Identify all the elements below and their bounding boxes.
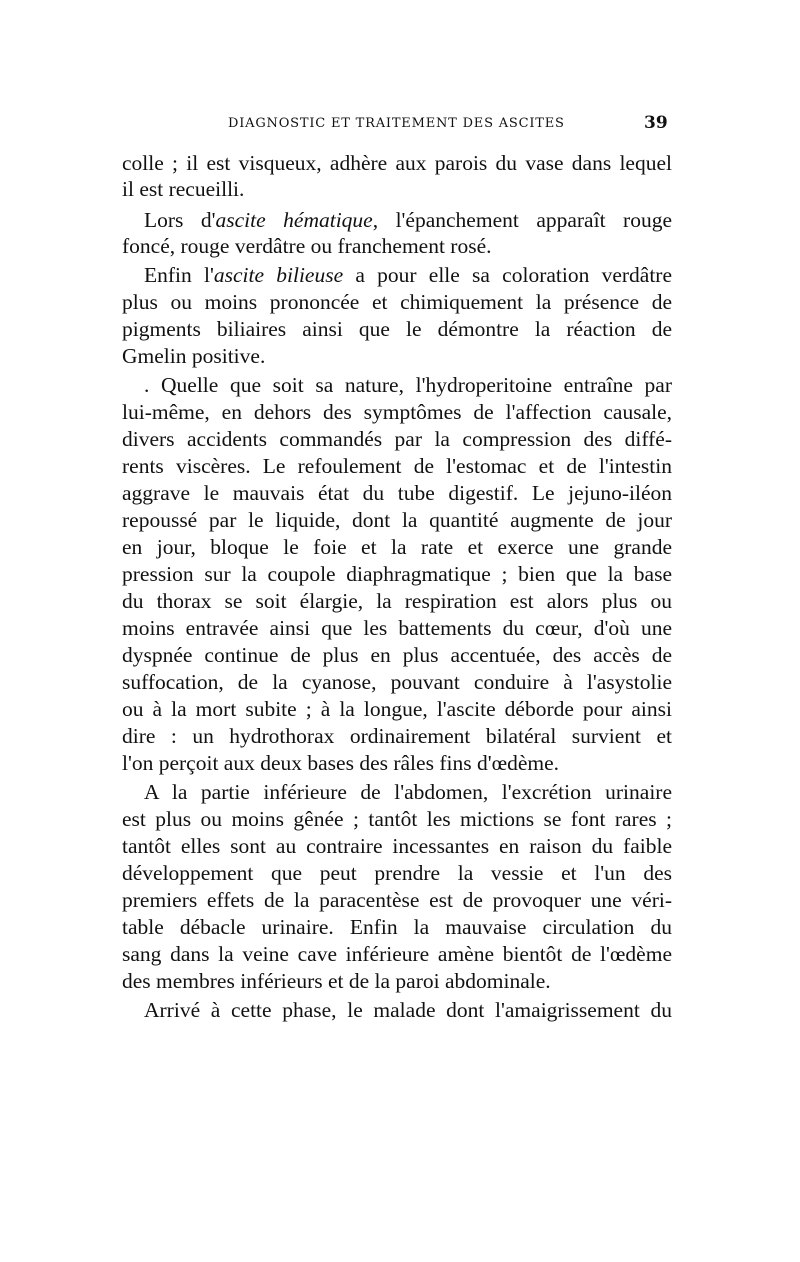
text-line: rents viscères. Le refoulement de l'estomac et de l'intestin [122,454,672,478]
text-line: moins entravée ainsi que les battements du cœur, d'où une [122,616,672,640]
text-line: Lors d'ascite hématique, l'épanchement apparaît rouge [144,208,672,232]
text-line: du thorax se soit élargie, la respiration est alors plus ou [122,589,672,613]
text-line: en jour, bloque le foie et la rate et exerce une grande [122,535,672,559]
text-line: colle ; il est visqueux, adhère aux parois du vase dans lequel [122,151,672,175]
running-title: DIAGNOSTIC ET TRAITEMENT DES ASCITES [228,116,565,131]
text-line: plus ou moins prononcée et chimiquement la présence de [122,290,672,314]
running-head [0,113,800,140]
text-line: pression sur la coupole diaphragmatique ; bien que la base [122,562,672,586]
text-line: Enfin l'ascite bilieuse a pour elle sa coloration verdâtre [144,263,672,287]
page-number: 39 [644,113,668,133]
text-line: dire : un hydrothorax ordinairement bilatéral survient et [122,724,672,748]
text-line: l'on perçoit aux deux bases des râles fins d'œdème. [122,751,560,775]
italic-term: ascite bilieuse [213,263,344,287]
text-line: suffocation, de la cyanose, pouvant conduire à l'asystolie [122,670,672,694]
text-line: . Quelle que soit sa nature, l'hydroperitoine entraîne par [144,373,672,397]
text-line: divers accidents commandés par la compression des diffé- [122,427,672,451]
text-line: Arrivé à cette phase, le malade dont l'amaigrissement du [144,998,672,1022]
text-line: premiers effets de la paracentèse est de provoquer une véri- [122,888,672,912]
text-line: pigments biliaires ainsi que le démontre la réaction de [122,317,672,341]
text-line: tantôt elles sont au contraire incessantes en raison du faible [122,834,672,858]
text-line: aggrave le mauvais état du tube digestif. Le jejuno-iléon [122,481,672,505]
text-line: repoussé par le liquide, dont la quantité augmente de jour [122,508,672,532]
text-line: A la partie inférieure de l'abdomen, l'excrétion urinaire [144,780,672,804]
text-line: dyspnée continue de plus en plus accentuée, des accès de [122,643,672,667]
text-line: sang dans la veine cave inférieure amène bientôt de l'œdème [122,942,672,966]
text-line: lui-même, en dehors des symptômes de l'affection causale, [122,400,672,424]
text-line: des membres inférieurs et de la paroi abdominale. [122,969,551,993]
italic-term: ascite hématique [215,208,373,232]
text-line: Gmelin positive. [122,344,266,368]
text-line: développement que peut prendre la vessie et l'un des [122,861,672,885]
text-line: est plus ou moins gênée ; tantôt les mictions se font rares ; [122,807,672,831]
text-line: foncé, rouge verdâtre ou franchement rosé. [122,234,492,258]
text-line: table débacle urinaire. Enfin la mauvaise circulation du [122,915,672,939]
text-line: ou à la mort subite ; à la longue, l'ascite déborde pour ainsi [122,697,672,721]
text-line: il est recueilli. [122,177,245,201]
